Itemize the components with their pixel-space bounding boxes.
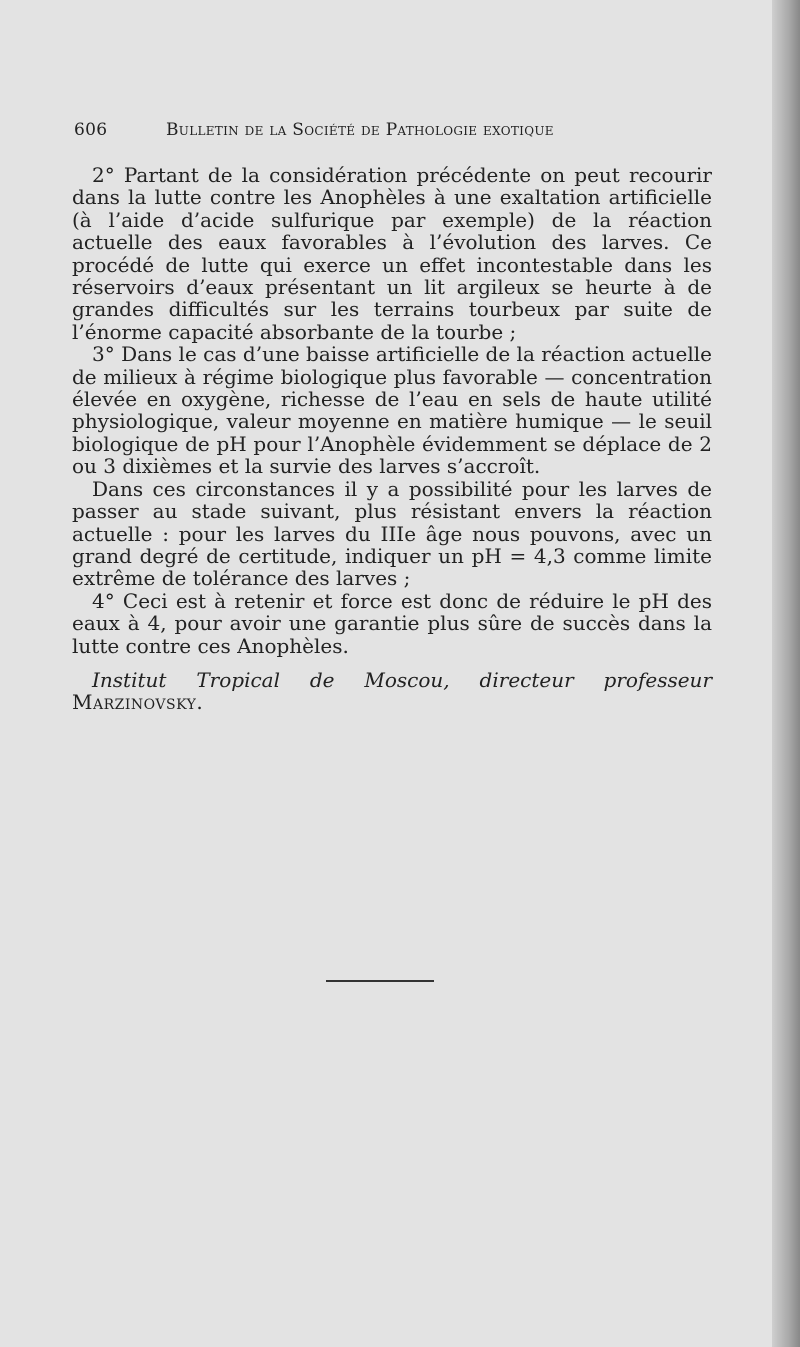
paragraph-2: 2° Partant de la considération précédente on peut recourir dans la lutte contre les Anophèles à une exaltation artificielle (à l’aide d’acide sulfurique par exemple) de la réaction actuelle des eaux favorables à l’évolution des larves. Ce procédé de lutte qui exerce un effet incontestable dans les réservoirs d’eaux présentant un lit argileux se heurte à de grandes difficultés sur les terrains tourbeux par suite de l’énorme capacité absorbante de la tourbe ; <box>72 163 712 344</box>
section-divider <box>326 980 434 982</box>
paragraph-4: 4° Ceci est à retenir et force est donc de réduire le pH des eaux à 4, pour avoir une garantie plus sûre de succès dans la lutte contre ces Anophèles. <box>72 588 712 658</box>
signature-line <box>72 669 712 714</box>
page-edge-shadow <box>772 0 800 1347</box>
body-text <box>72 164 712 714</box>
running-title: Bulletin de la Société de Pathologie exotique <box>166 120 554 140</box>
signature-name: Marzinovsky. <box>72 690 204 715</box>
signature-institution: Institut Tropical de Moscou, directeur professeur <box>92 667 712 692</box>
page-header <box>74 120 734 140</box>
paragraph-3: 3° Dans le cas d’une baisse artificielle de la réaction actuelle de milieux à régime biologique plus favorable — concentration élevée en oxygène, richesse de l’eau en sels de haute utilité physiologique, valeur moyenne en matière humique — le seuil biologique de pH pour l’Anophèle évidemment se déplace de 2 ou 3 dixièmes et la survie des larves s’accroît. <box>72 342 712 479</box>
paragraph-circumstances: Dans ces circonstances il y a possibilité pour les larves de passer au stade suivant, plus résistant envers la réaction actuelle : pour les larves du IIIe âge nous pouvons, avec un grand degré de certitude, indiquer un pH = 4,3 comme limite extrême de tolérance des larves ; <box>72 476 712 591</box>
page-number: 606 <box>74 120 108 140</box>
